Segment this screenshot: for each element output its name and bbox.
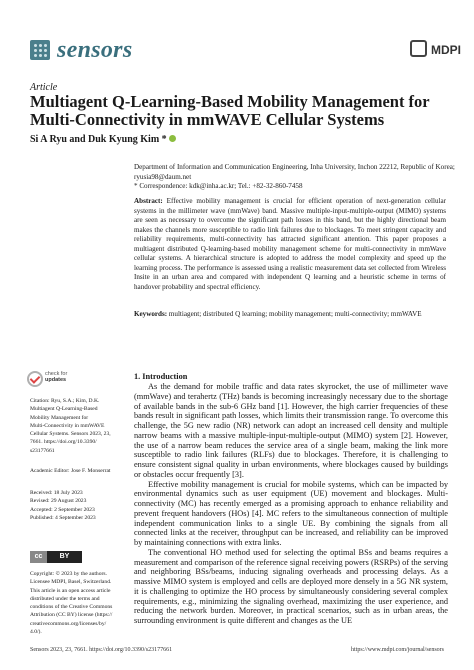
cc-badge-label: cc bbox=[30, 551, 47, 563]
correspondence: * Correspondence: kdk@inha.ac.kr; Tel.: +82-32-860-7458 bbox=[134, 182, 303, 190]
copyright-line: Licensee MDPI, Basel, Switzerland. bbox=[30, 579, 112, 586]
author-names: Si A Ryu and Duk Kyung Kim * bbox=[30, 134, 167, 145]
citation-line: s23177661 bbox=[30, 447, 55, 454]
citation-doi-link[interactable]: 7661. https://doi.org/10.3390/ bbox=[30, 439, 97, 446]
citation-line: Mobility Management for bbox=[30, 414, 89, 421]
date-received: Received: 18 July 2023 bbox=[30, 490, 83, 496]
copyright-line: Copyright: © 2023 by the authors. bbox=[30, 571, 107, 577]
copyright-line: This article is an open access article bbox=[30, 587, 111, 594]
intro-paragraph-1: As the demand for mobile traffic and data rates skyrocket, the use of millimeter wave (mmWave) and terahertz (THz) bands is becoming increasingly necessary due to the shortage of available bands in the sub-6 GHz band [1]. However, the high carrier frequencies of these bands result in significant path losses, which limits their transmission range. To overcome this challenge, the 5G new radio (NR) network can adopt an increased cell density and multiple narrow beams with a massive multiple-input-multiple-output (MIMO) system [2]. However, the use of a narrow beam reduces the service area of a single beam, making the link more susceptible to radio link failures (RLFs) due to blockages. Therefore, it is challenging to ensure consistent signal quality in urban environments, where blockages caused by buildings or obstacles occur frequently [3]. bbox=[134, 382, 448, 479]
affiliation-line: Department of Information and Communication Engineering, Inha University, Inchon 22212, Republic of Korea; bbox=[134, 163, 455, 171]
date-accepted: Accepted: 2 September 2023 bbox=[30, 506, 95, 513]
article-type: Article bbox=[30, 82, 58, 93]
article-title: Multiagent Q-Learning-Based Mobility Management for Multi-Connectivity in mmWAVE Cellular Systems bbox=[30, 92, 430, 129]
keywords bbox=[134, 310, 446, 320]
footer-journal-link[interactable]: https://www.mdpi.com/journal/sensors bbox=[351, 647, 444, 653]
license-link[interactable]: creativecommons.org/licenses/by/ bbox=[30, 620, 107, 627]
authors bbox=[30, 134, 176, 145]
copyright-block bbox=[30, 570, 130, 636]
date-published: Published: 4 September 2023 bbox=[30, 514, 96, 521]
citation-block bbox=[30, 397, 130, 455]
check-updates-label[interactable] bbox=[45, 371, 67, 383]
copyright-line: 4.0/). bbox=[30, 629, 42, 636]
citation-line: Cellular Systems. Sensors 2023, 23, bbox=[30, 431, 111, 438]
academic-editor: Academic Editor: Jose F. Monserrat bbox=[30, 468, 111, 474]
keywords-text: multiagent; distributed Q learning; mobility management; multi-connectivity; mmWAVE bbox=[168, 310, 422, 318]
check-updates-icon[interactable] bbox=[27, 371, 43, 387]
citation-line: Multiagent Q-Learning-Based bbox=[30, 406, 98, 413]
journal-name: sensors bbox=[57, 37, 133, 63]
orcid-icon[interactable] bbox=[169, 135, 176, 142]
footer-citation: Sensors 2023, 23, 7661. https://doi.org/10.3390/s23177661 bbox=[30, 647, 173, 653]
affiliation-email[interactable]: ryusia98@daum.net bbox=[134, 172, 192, 181]
dates-block bbox=[30, 489, 130, 522]
cc-by-license-icon[interactable] bbox=[30, 551, 82, 563]
copyright-line: distributed under the terms and bbox=[30, 595, 100, 602]
date-revised: Revised: 29 August 2023 bbox=[30, 498, 87, 505]
abstract bbox=[134, 197, 446, 292]
intro-paragraph-3: The conventional HO method used for selecting the optimal BSs and beams requires a measurement and comparison of the reference signal receiving powers (RSRPs) of the serving and neighboring BSs/beams, inducing signaling overheads and processing delays. As a massive MIMO system is employed and cells are deployed more densely in a 5G NR system, it is challenging to optimize the HO process by simultaneously considering several complex requirements, e.g., minimizing the signaling overhead, maximizing the user experience, and reducing the network burden. Moreover, in practical scenarios, such as in urban areas, the surrounding environment is quite different and changes as the UE bbox=[134, 547, 448, 625]
citation-line: Multi-Connectivity in mmWAVE bbox=[30, 422, 105, 429]
introduction-body bbox=[134, 382, 448, 626]
affiliation-block bbox=[134, 163, 454, 192]
mdpi-logo-icon bbox=[410, 40, 427, 57]
by-badge-label: BY bbox=[47, 551, 82, 563]
abstract-label: Abstract: bbox=[134, 197, 163, 205]
sensors-logo-icon bbox=[30, 40, 50, 60]
intro-paragraph-2: Effective mobility management is crucial for mobile systems, which can be impacted by environmental dynamics such as user equipment (UE) movement and blockages. Multi-connectivity (MC) has recently emerged as a promising approach to enhance reliability and prevent frequent handovers (HOs) [4]. MC refers to the simultaneous connection of multiple independent communication links to a single UE. By combining the signals from all connected links at the receiver, throughput can be increased, and reliability can be improved by maintaining connections with extra links. bbox=[134, 479, 448, 547]
section-heading-introduction: 1. Introduction bbox=[134, 372, 188, 381]
check-updates-line: updates bbox=[45, 377, 67, 383]
publisher-name: MDPI bbox=[431, 43, 461, 57]
copyright-line: Attribution (CC BY) license (https:// bbox=[30, 612, 113, 619]
citation-line: Citation: Ryu, S.A.; Kim, D.K. bbox=[30, 398, 100, 404]
check-updates-line: check for bbox=[45, 371, 68, 377]
keywords-label: Keywords: bbox=[134, 310, 168, 318]
abstract-text: Effective mobility management is crucial for efficient operation of next-generation cellular systems in the millimeter wave (mmWave) band. Massive multiple-input-multiple-output (MIMO) systems are seen as necessary to overcome the significant path losses in this band, but the highly directional beam makes the channels more susceptible to radio link failures due to blockages. To meet stringent capacity and reliability requirements, multi-connectivity has attracted significant attention. This paper proposes a multiagent distributed Q-learning-based mobility management scheme for multi-connectivity in mmWave cellular systems. A hierarchical structure is adopted to address the model complexity and speed up the learning process. The performance is assessed using a realistic measurement data set collected from Wireless Insite in an urban area and compared with independent Q learning and a heuristic scheme in terms of handover probability and spectral efficiency. bbox=[134, 197, 446, 291]
page-footer bbox=[30, 647, 444, 653]
copyright-line: conditions of the Creative Commons bbox=[30, 604, 113, 611]
